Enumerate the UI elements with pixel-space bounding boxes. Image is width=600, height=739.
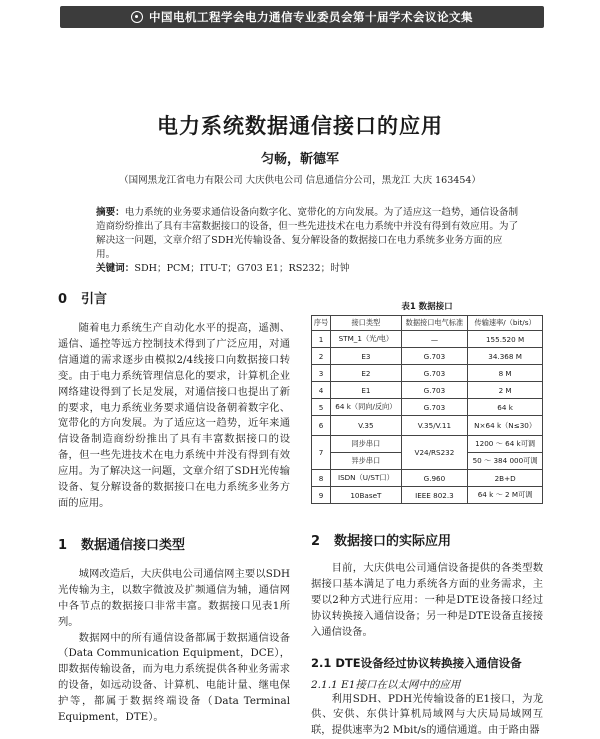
table-cell: G.703 <box>401 399 468 416</box>
section-0-paragraph: 随着电力系统生产自动化水平的提高，遥测、遥信、遥控等远方控制技术得到了广泛应用，对通信通道的需求逐步由模拟2/4线接口向数据接口转变。由于电力系统管理信息化的要求，计算机企业网络建设得到了长足发展，对通信接口也提出了新的要求，电力系统业务要求通信设备朝着数字化、宽带化的方向发展。为了适应这一趋势，近年来通信设备制造商纷纷推出了具有丰富数据接口的设备，但一些先进技术在电力系统中并没有得到有效应用。为了解决这一问题，文章介绍了SDH光传输设备、复分解设备的数据接口在电力系统多业务方面的应用。 <box>58 322 290 509</box>
table-cell: V.35 <box>331 416 402 436</box>
abstract-body <box>96 206 520 262</box>
table-cell: E3 <box>331 348 402 365</box>
table-cell: G.960 <box>401 470 468 487</box>
table-cell: 异步串口 <box>331 453 402 470</box>
section-number: 1 <box>58 537 68 553</box>
subsection-2-1-1-heading: 2.1.1 E1接口在以太网中的应用 <box>311 678 461 691</box>
table-cell: 1 <box>312 331 331 348</box>
table-cell: 2 M <box>468 382 543 399</box>
table-header-cell: 接口类型 <box>331 316 402 331</box>
table-cell: 7 <box>312 436 331 470</box>
table-cell: 同步串口 <box>331 436 402 453</box>
table-row <box>312 348 543 365</box>
table-cell: 64 k <box>468 399 543 416</box>
table-row <box>312 331 543 348</box>
subsection-2-1-1-paragraph: 利用SDH、PDH光传输设备的E1接口，为龙供、安供、东供计算机局域网与大庆局局域网互联，提供速率为2 Mbit/s的通信通道。由于路由器 <box>311 692 543 737</box>
table-cell: G.703 <box>401 348 468 365</box>
section-title: 数据通信接口类型 <box>81 537 186 553</box>
section-number: 0 <box>58 292 68 307</box>
table-cell: 64 k ～ 2 M可调 <box>468 487 543 504</box>
table-cell: 1200 ～ 64 k可调 <box>468 436 543 453</box>
section-title: 引言 <box>81 292 108 307</box>
table-header-cell: 序号 <box>312 316 331 331</box>
table-row <box>312 487 543 504</box>
header-text: 中国电机工程学会电力通信专业委员会第十届学术会议论文集 <box>149 10 473 24</box>
society-emblem-icon <box>131 11 143 23</box>
table-row <box>312 436 543 453</box>
table-cell: 155.520 M <box>468 331 543 348</box>
table-cell: 8 M <box>468 365 543 382</box>
table-row <box>312 470 543 487</box>
table-cell: N×64 k（N≤30） <box>468 416 543 436</box>
data-interface-table <box>311 315 543 504</box>
keywords-label: 关键词： <box>96 263 135 274</box>
table-cell: STM_1（光/电） <box>331 331 402 348</box>
table-cell: E1 <box>331 382 402 399</box>
section-title: 数据接口的实际应用 <box>334 534 452 549</box>
table-cell: 3 <box>312 365 331 382</box>
section-number: 2 <box>311 534 321 549</box>
affiliation: （国网黑龙江省电力有限公司 大庆供电公司 信息通信分公司，黑龙江 大庆 163454） <box>119 175 481 186</box>
table-cell: G.703 <box>401 365 468 382</box>
section-1-paragraph-1: 城网改造后，大庆供电公司通信网主要以SDH光传输为主，以数字微波及扩频通信为辅，通信网中各节点的数据接口非常丰富。数据接口见表1所列。 <box>58 567 290 628</box>
table-cell: E2 <box>331 365 402 382</box>
abstract-label: 摘要： <box>96 207 125 218</box>
table-row <box>312 365 543 382</box>
section-1-heading <box>58 534 290 553</box>
table-cell: 9 <box>312 487 331 504</box>
paper-title: 电力系统数据通信接口的应用 <box>157 114 443 138</box>
table-cell: 2 <box>312 348 331 365</box>
running-header <box>60 6 544 28</box>
left-column <box>58 288 290 726</box>
table-row <box>312 382 543 399</box>
keywords <box>96 262 520 276</box>
abstract-text: 电力系统的业务要求通信设备向数字化、宽带化的方向发展。为了适应这一趋势，通信设备制造商纷纷推出了具有丰富数据接口的设备，但一些先进技术在电力系统中并没有得到有效应用。为了解决这一问题，文章介绍了SDH光传输设备、复分解设备的数据接口在电力系统多业务方面的应用。 <box>96 207 519 260</box>
table-header-cell: 数据接口电气标准 <box>401 316 468 331</box>
table-cell: 2B+D <box>468 470 543 487</box>
subsection-2-1-heading: 2.1 DTE设备经过协议转换接入通信设备 <box>311 655 522 670</box>
section-2-heading <box>311 530 543 549</box>
authors: 匀畅，靳德军 <box>260 152 339 167</box>
table-cell: ISDN（U/ST口） <box>331 470 402 487</box>
section-0-heading <box>58 288 290 307</box>
abstract <box>96 206 520 276</box>
keywords-text: SDH；PCM；ITU-T；G703 E1；RS232；时钟 <box>134 263 350 274</box>
table-cell: IEEE 802.3 <box>401 487 468 504</box>
table-cell: 10BaseT <box>331 487 402 504</box>
table-cell: 6 <box>312 416 331 436</box>
table-row <box>312 416 543 436</box>
section-2-paragraph: 目前，大庆供电公司通信设备提供的各类型数据接口基本满足了电力系统各方面的业务需求，主要以2种方式进行应用：一种是DTE设备接口经过协议转换接入通信设备；另一种是DTE设备直接接入通信设备。 <box>311 562 543 638</box>
table-cell: G.703 <box>401 382 468 399</box>
table-cell: 34.368 M <box>468 348 543 365</box>
table-cell: 4 <box>312 382 331 399</box>
table-cell: 50 ～ 384 000可调 <box>468 453 543 470</box>
table-cell: 5 <box>312 399 331 416</box>
table-header-cell: 传输速率/（bit/s） <box>468 316 543 331</box>
section-1-paragraph-2: 数据网中的所有通信设备都属于数据通信设备（Data Communication Equipment，DCE），即数据传输设备，而为电力系统提供各种业务需求的设备，如远动设备、计算机、电能计量、继电保护等，都属于数据终端设备（Data Terminal Equipment，DTE）。 <box>58 631 290 724</box>
table-cell: V.35/V.11 <box>401 416 468 436</box>
table-cell: 8 <box>312 470 331 487</box>
table-caption: 表1 数据接口 <box>401 302 453 312</box>
table-row <box>312 399 543 416</box>
table-cell: — <box>401 331 468 348</box>
table-cell: V24/RS232 <box>401 436 468 470</box>
table-cell: 64 k（同向/反向） <box>331 399 402 416</box>
right-column <box>311 300 543 739</box>
table-header-row <box>312 316 543 331</box>
